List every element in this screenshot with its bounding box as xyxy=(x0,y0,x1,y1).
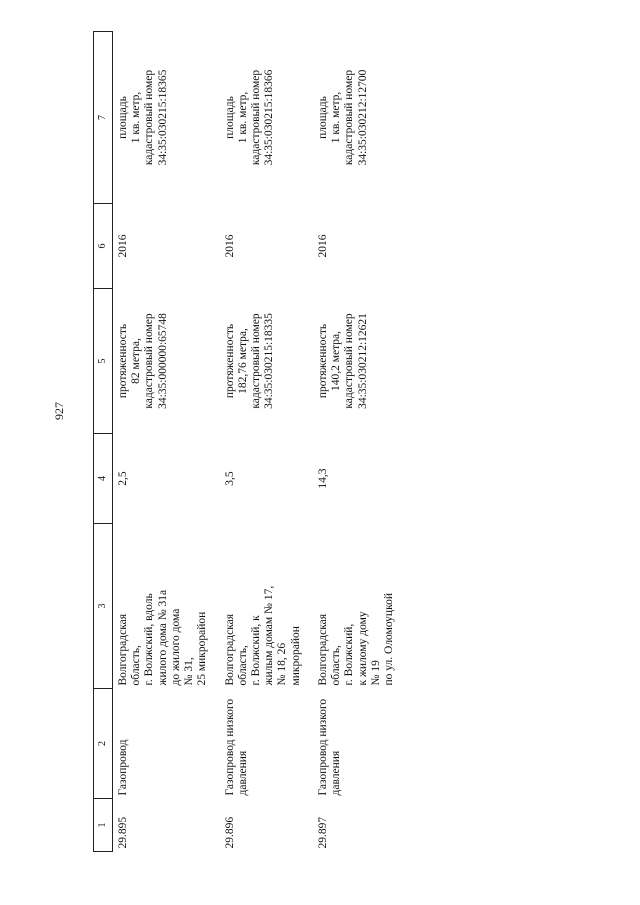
object-name: Газопровод низкого давления xyxy=(316,698,343,796)
object-year: 2016 xyxy=(316,234,329,258)
object-name: Газопровод xyxy=(117,739,129,796)
column-header-7: 7 xyxy=(94,32,113,204)
object-address: Волгоградская область, г. Волжский, к жилым домам № 17, № 18, 26 микрорайон xyxy=(223,585,302,686)
land-area: площадь 1 кв. метр, кадастровый номер 34:35:030215:18366 xyxy=(223,69,276,166)
header-row xyxy=(94,32,113,852)
table-body xyxy=(113,32,407,852)
column-header-3: 3 xyxy=(94,524,113,689)
object-address: Волгоградская область, г. Волжский, к жилому дому № 19 по ул. Оломоуцкой xyxy=(316,593,395,686)
land-area: площадь 1 кв. метр, кадастровый номер 34:35:030212:12700 xyxy=(316,69,369,166)
table-header xyxy=(94,32,113,852)
row-number: 29.896 xyxy=(223,816,236,849)
object-year: 2016 xyxy=(223,234,236,258)
object-characteristics: протяженность 182,76 метра, кадастровый номер 34:35:030215:18335 xyxy=(223,313,276,409)
rotated-table-container xyxy=(93,32,503,852)
object-characteristics: протяженность 140,2 метра, кадастровый номер 34:35:030212:12621 xyxy=(316,313,369,409)
column-header-5: 5 xyxy=(94,289,113,434)
property-table xyxy=(93,31,406,852)
column-4-value: 3,5 xyxy=(223,471,236,486)
page-number: 927 xyxy=(52,402,66,420)
table-row xyxy=(313,32,406,852)
column-4-value: 2,5 xyxy=(117,471,129,486)
column-header-6: 6 xyxy=(94,204,113,289)
land-area: площадь 1 кв. метр, кадастровый номер 34:35:030215:18365 xyxy=(117,69,169,166)
row-number: 29.897 xyxy=(316,816,329,849)
column-header-4: 4 xyxy=(94,434,113,524)
table-row xyxy=(113,32,220,852)
object-characteristics: протяженность 82 метра, кадастровый номер 34:35:000000:65748 xyxy=(117,313,169,409)
column-4-value: 14,3 xyxy=(316,468,329,489)
column-header-2: 2 xyxy=(94,689,113,799)
table-row xyxy=(220,32,313,852)
object-name: Газопровод низкого давления xyxy=(223,698,249,796)
row-number: 29.895 xyxy=(117,816,129,849)
object-year: 2016 xyxy=(117,234,129,258)
column-header-1: 1 xyxy=(94,799,113,852)
object-address: Волгоградская область, г. Волжский, вдоль жилого дома № 31а до жилого дома № 31, 25 микрорайон xyxy=(117,589,209,686)
